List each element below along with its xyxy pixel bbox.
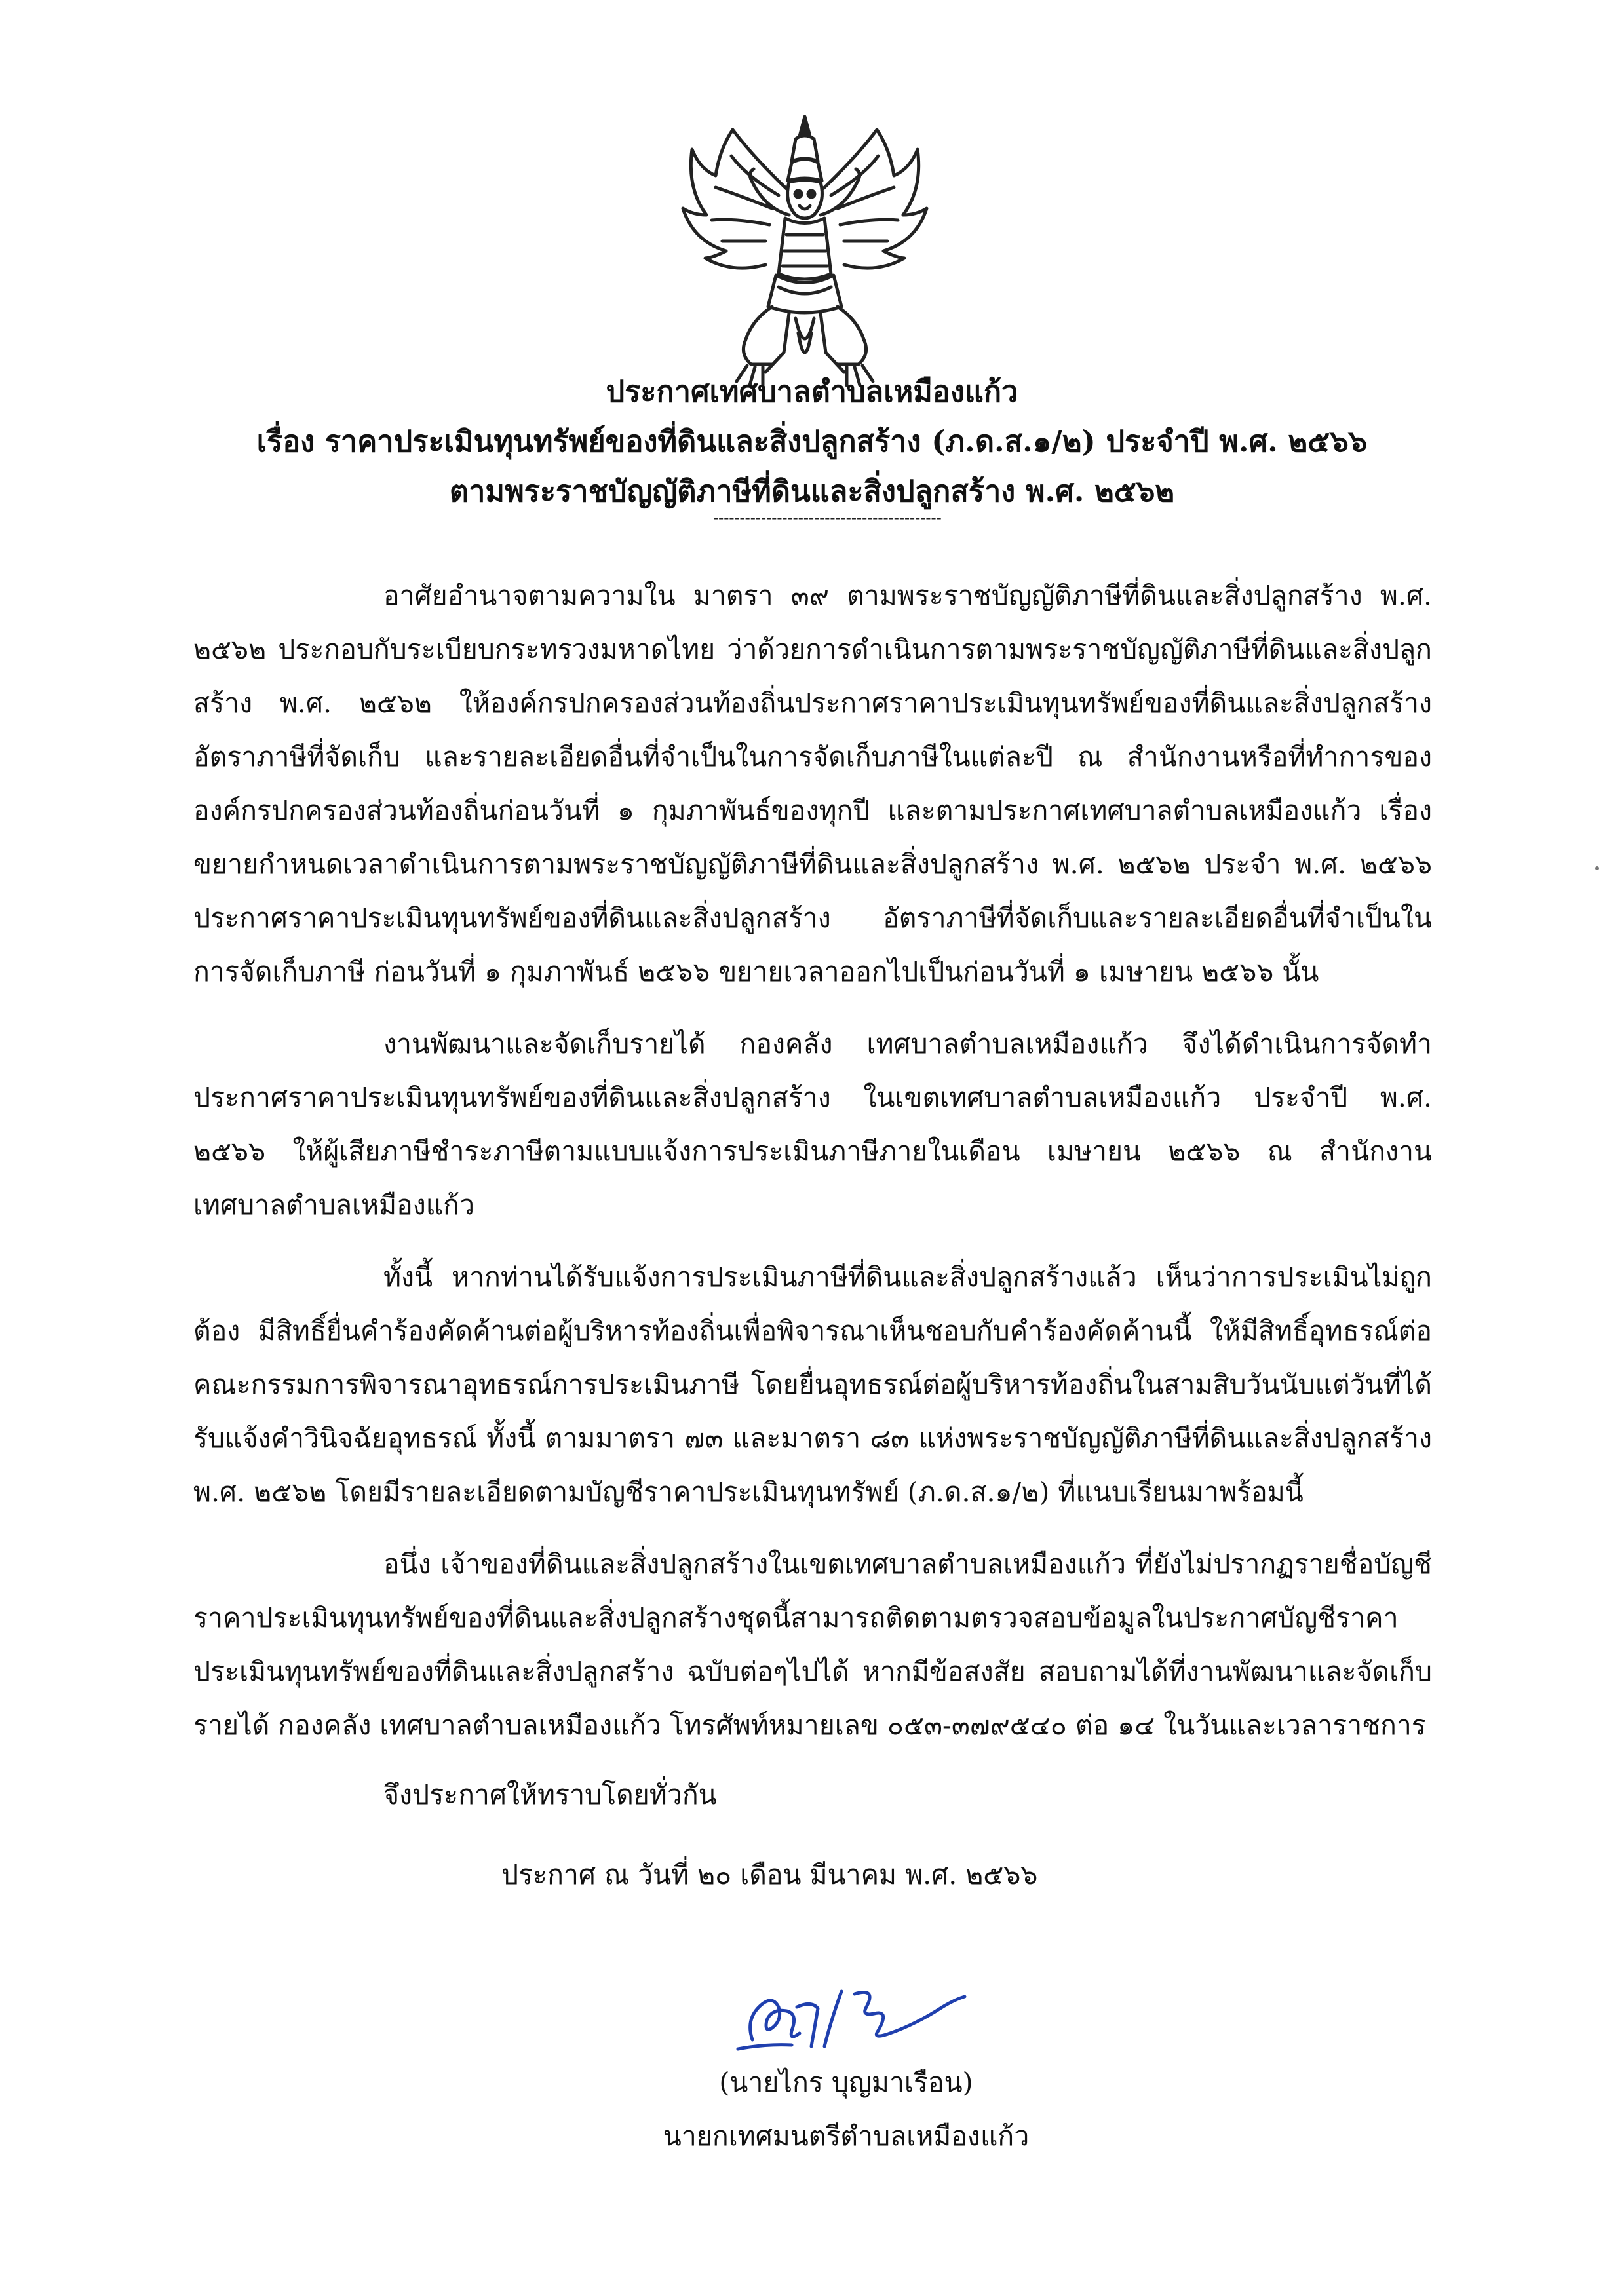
scan-speck bbox=[1594, 865, 1600, 871]
paragraph-revenue-division: งานพัฒนาและจัดเก็บรายได้ กองคลัง เทศบาลตำบลเหมืองแก้ว จึงได้ดำเนินการจัดทำประกาศราคาประเมินทุนทรัพย์ของที่ดินและสิ่งปลูกสร้าง ในเขตเทศบาลตำบลเหมืองแก้ว ประจำปี พ.ศ. ๒๕๖๖ ให้ผู้เสียภาษีชำระภาษีตามแบบแจ้งการประเมินภาษีภายในเดือน เมษายน ๒๕๖๖ ณ สำนักงานเทศบาลตำบลเหมืองแก้ว bbox=[193, 1028, 1432, 1221]
garuda-emblem-icon bbox=[674, 110, 936, 392]
announcement-title: ประกาศเทศบาลตำบลเหมืองแก้ว bbox=[606, 374, 1018, 409]
announcement-subject: เรื่อง ราคาประเมินทุนทรัพย์ของที่ดินและสิ่งปลูกสร้าง (ภ.ด.ส.๑/๒) ประจำปี พ.ศ. ๒๕๖๖ bbox=[256, 424, 1368, 459]
issued-date: ประกาศ ณ วันที่ ๒๐ เดือน มีนาคม พ.ศ. ๒๕๖๖ bbox=[501, 1859, 1038, 1890]
paragraph-contact-info: อนึ่ง เจ้าของที่ดินและสิ่งปลูกสร้างในเขตเทศบาลตำบลเหมืองแก้ว ที่ยังไม่ปรากฏรายชื่อบัญชีราคาประเมินทุนทรัพย์ของที่ดินและสิ่งปลูกสร้างชุดนี้สามารถติดตามตรวจสอบข้อมูลในประกาศบัญชีราคาประเมินทุนทรัพย์ของที่ดินและสิ่งปลูกสร้าง ฉบับต่อๆไปได้ หากมีข้อสงสัย สอบถามได้ที่งานพัฒนาและจัดเก็บรายได้ กองคลัง เทศบาลตำบลเหมืองแก้ว โทรศัพท์หมายเลข ๐๕๓-๓๗๙๕๔๐ ต่อ ๑๔ ในวันและเวลาราชการ bbox=[193, 1548, 1432, 1741]
title-divider: ------------------------------------------- bbox=[713, 511, 942, 524]
announcement-body bbox=[193, 569, 1432, 1902]
announcement-act-reference: ตามพระราชบัญญัติภาษีที่ดินและสิ่งปลูกสร้าง พ.ศ. ๒๕๖๒ bbox=[449, 474, 1175, 508]
paragraph-appeal-rights: ทั้งนี้ หากท่านได้รับแจ้งการประเมินภาษีที่ดินและสิ่งปลูกสร้างแล้ว เห็นว่าการประเมินไม่ถูกต้อง มีสิทธิ์ยื่นคำร้องคัดค้านต่อผู้บริหารท้องถิ่นเพื่อพิจารณาเห็นชอบกับคำร้องคัดค้านนี้ ให้มีสิทธิ์อุทธรณ์ต่อคณะกรรมการพิจารณาอุทธรณ์การประเมินภาษี โดยยื่นอุทธรณ์ต่อผู้บริหารท้องถิ่นในสามสิบวันนับแต่วันที่ได้รับแจ้งคำวินิจฉัยอุทธรณ์ ทั้งนี้ ตามมาตรา ๗๓ และมาตรา ๘๓ แห่งพระราชบัญญัติภาษีที่ดินและสิ่งปลูกสร้าง พ.ศ. ๒๕๖๒ โดยมีรายละเอียดตามบัญชีราคาประเมินทุนทรัพย์ (ภ.ด.ส.๑/๒) ที่แนบเรียนมาพร้อมนี้ bbox=[193, 1261, 1432, 1508]
paragraph-authority: อาศัยอำนาจตามความใน มาตรา ๓๙ ตามพระราชบัญญัติภาษีที่ดินและสิ่งปลูกสร้าง พ.ศ. ๒๕๖๒ ประกอบกับระเบียบกระทรวงมหาดไทย ว่าด้วยการดำเนินการตามพระราชบัญญัติภาษีที่ดินและสิ่งปลูกสร้าง พ.ศ. ๒๕๖๒ ให้องค์กรปกครองส่วนท้องถิ่นประกาศราคาประเมินทุนทรัพย์ของที่ดินและสิ่งปลูกสร้าง อัตราภาษีที่จัดเก็บ และรายละเอียดอื่นที่จำเป็นในการจัดเก็บภาษีในแต่ละปี ณ สำนักงานหรือที่ทำการขององค์กรปกครองส่วนท้องถิ่นก่อนวันที่ ๑ กุมภาพันธ์ของทุกปี และตามประกาศเทศบาลตำบลเหมืองแก้ว เรื่องขยายกำหนดเวลาดำเนินการตามพระราชบัญญัติภาษีที่ดินและสิ่งปลูกสร้าง พ.ศ. ๒๕๖๒ ประจำ พ.ศ. ๒๕๖๖ ประกาศราคาประเมินทุนทรัพย์ของที่ดินและสิ่งปลูกสร้าง อัตราภาษีที่จัดเก็บและรายละเอียดอื่นที่จำเป็นในการจัดเก็บภาษี ก่อนวันที่ ๑ กุมภาพันธ์ ๒๕๖๖ ขยายเวลาออกไปเป็นก่อนวันที่ ๑ เมษายน ๒๕๖๖ นั้น bbox=[193, 580, 1432, 987]
signer-name: (นายไกร บุญมาเรือน) bbox=[719, 2067, 973, 2098]
closing-statement: จึงประกาศให้ทราบโดยทั่วกัน bbox=[383, 1779, 717, 1810]
handwritten-signature bbox=[726, 1968, 969, 2059]
signer-title: นายกเทศมนตรีตำบลเหมืองแก้ว bbox=[663, 2120, 1030, 2152]
